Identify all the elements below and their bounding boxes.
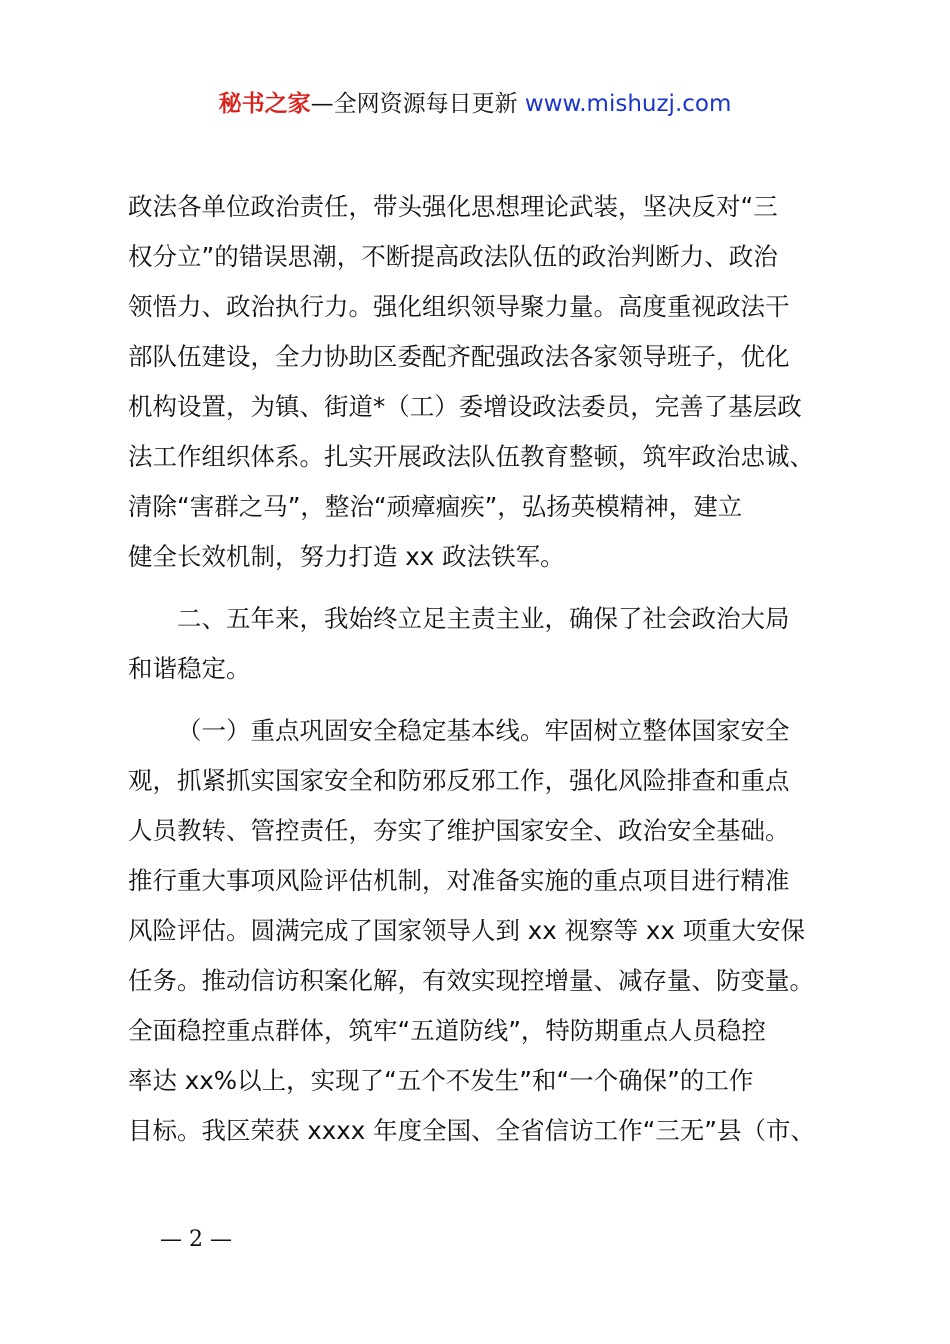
text-line: 机构设置，为镇、街道*（工）委增设政法委员，完善了基层政 (128, 392, 802, 421)
text-line: 任务。推动信访积案化解，有效实现控增量、减存量、防变量。 (128, 966, 814, 995)
text-line: 部队伍建设，全力协助区委配齐配强政法各家领导班子，优化 (128, 342, 790, 371)
text-line: 全面稳控重点群体，筑牢“五道防线”，特防期重点人员稳控 (128, 1016, 766, 1045)
text-line: 目标。我区荣获 xxxx 年度全国、全省信访工作“三无”县（市、 (128, 1116, 815, 1145)
text-line: 和谐稳定。 (128, 654, 251, 683)
paragraph-3 (128, 706, 838, 1156)
text-line: 二、五年来，我始终立足主责主业，确保了社会政治大局 (177, 604, 790, 633)
text-line: 推行重大事项风险评估机制，对准备实施的重点项目进行精准 (128, 866, 790, 895)
brand-name: 秘书之家 (218, 91, 311, 117)
text-line: 权分立”的错误思潮，不断提高政法队伍的政治判断力、政治 (128, 242, 778, 271)
text-line: 观，抓紧抓实国家安全和防邪反邪工作，强化风险排查和重点 (128, 766, 790, 795)
text-line: 人员教转、管控责任，夯实了维护国家安全、政治安全基础。 (128, 816, 790, 845)
paragraph-2 (128, 594, 838, 694)
text-line: 健全长效机制，努力打造 xx 政法铁军。 (128, 542, 565, 571)
text-line: 率达 xx%以上，实现了“五个不发生”和“一个确保”的工作 (128, 1066, 754, 1095)
text-line: 政法各单位政治责任，带头强化思想理论武装，坚决反对“三 (128, 192, 778, 221)
text-line: 领悟力、政治执行力。强化组织领导聚力量。高度重视政法干 (128, 292, 790, 321)
text-line: 风险评估。圆满完成了国家领导人到 xx 视察等 xx 项重大安保 (128, 916, 806, 945)
document-body (128, 182, 838, 1156)
page-number: — 2 — (160, 1227, 232, 1252)
website-link[interactable]: www.mishuzj.com (524, 91, 732, 117)
header-tagline: —全网资源每日更新 (310, 91, 525, 117)
page-header (0, 88, 950, 120)
text-line: 清除“害群之马”，整治“顽瘴痼疾”，弘扬英模精神，建立 (128, 492, 743, 521)
text-line: （一）重点巩固安全稳定基本线。牢固树立整体国家安全 (177, 716, 790, 745)
paragraph-1 (128, 182, 838, 582)
text-line: 法工作组织体系。扎实开展政法队伍教育整顿，筑牢政治忠诚、 (128, 442, 814, 471)
